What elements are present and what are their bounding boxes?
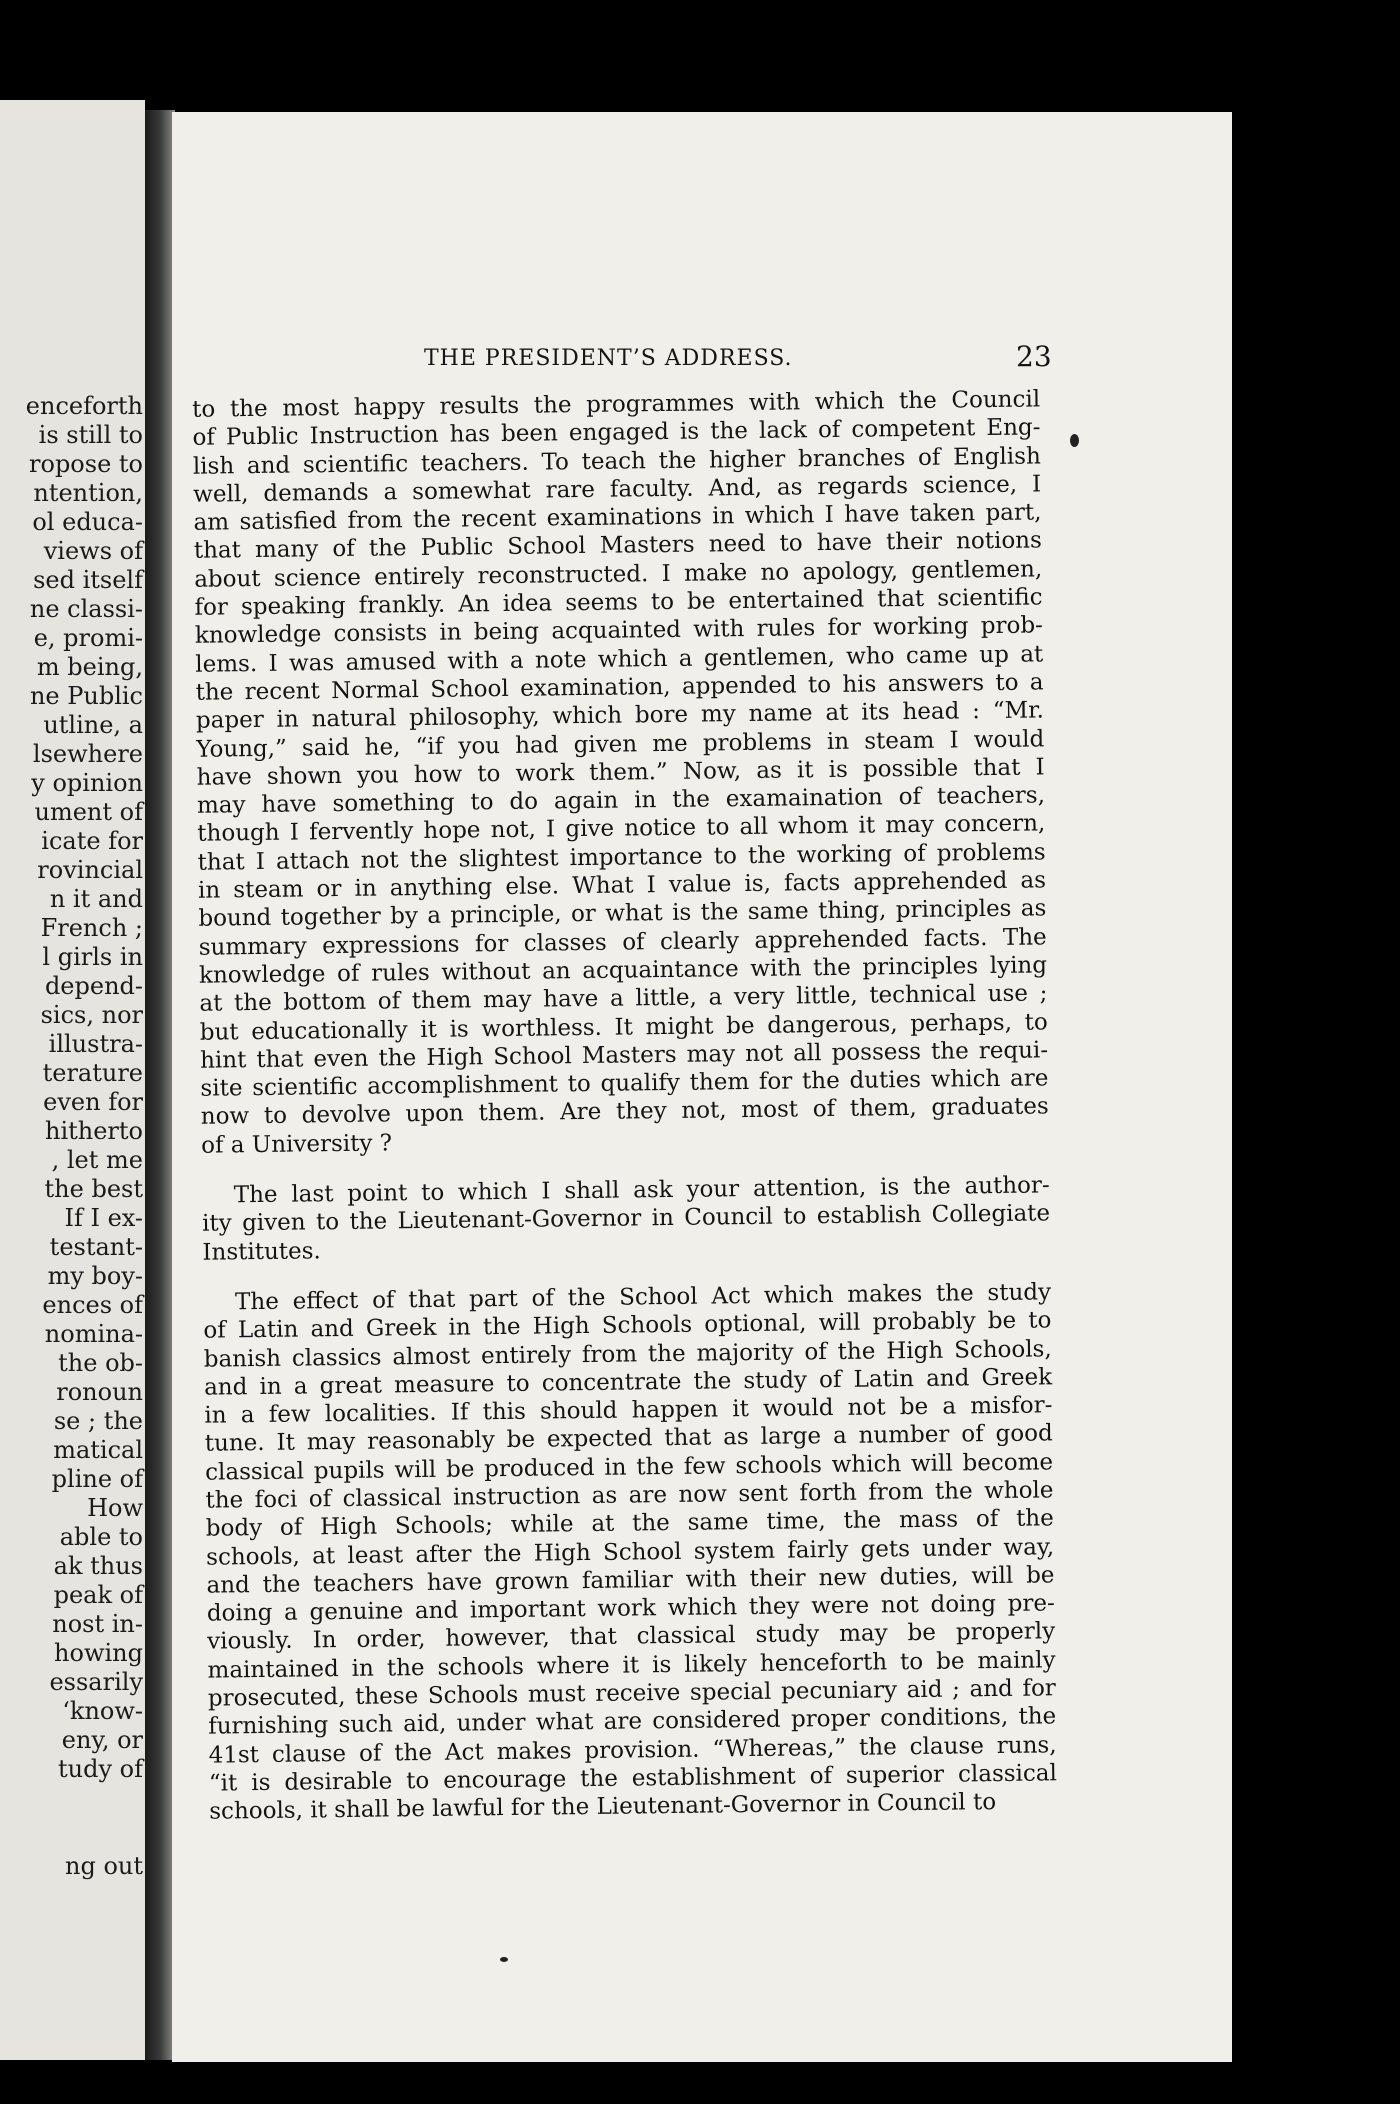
left-page-line: ak thus bbox=[53, 1552, 143, 1580]
text-line: have shown you how to work them.” Now, as it is possible that I bbox=[196, 754, 1045, 791]
text-line: am satisfied from the recent examinations in which I have taken part, bbox=[193, 499, 1042, 536]
left-page-line: ntention, bbox=[33, 479, 143, 507]
text-line: of Latin and Greek in the High Schools optional, will probably be to bbox=[203, 1307, 1052, 1344]
text-line: about science entirely reconstructed. I make no apology, gentlemen, bbox=[194, 556, 1043, 593]
left-page-line: even for bbox=[43, 1088, 143, 1116]
left-page-line: ol educa- bbox=[32, 508, 143, 536]
left-page-line: tudy of bbox=[58, 1755, 143, 1783]
left-page-line: nost in- bbox=[52, 1610, 143, 1638]
text-line: now to devolve upon them. Are they not, most of them, graduates bbox=[200, 1093, 1049, 1131]
book-gutter bbox=[145, 110, 175, 2060]
left-page-fragment bbox=[0, 100, 145, 2060]
left-page-line: howing bbox=[54, 1639, 143, 1667]
text-line: prosecuted, these Schools must receive special pecuniary aid ; and for bbox=[207, 1675, 1057, 1712]
text-line: hint that even the High School Masters may not all possess the requi- bbox=[199, 1037, 1049, 1074]
left-page-line: matical bbox=[53, 1436, 143, 1464]
text-line: body of High Schools; while at the same time, the mass of the bbox=[205, 1505, 1054, 1542]
left-page-line: e, promi- bbox=[33, 624, 143, 652]
left-page-line: the ob- bbox=[58, 1349, 143, 1377]
text-line: that many of the Public School Masters need to have their notions bbox=[193, 527, 1042, 565]
left-page-line: rovincial bbox=[37, 856, 143, 884]
left-page-line: pline of bbox=[51, 1465, 143, 1493]
left-page-line: the best bbox=[44, 1175, 143, 1203]
left-page-line: able to bbox=[59, 1523, 143, 1551]
left-page-line: se ; the bbox=[53, 1407, 143, 1435]
ink-blot bbox=[1070, 434, 1079, 447]
left-page-line: essarily bbox=[49, 1668, 143, 1696]
paragraph bbox=[172, 385, 1049, 1160]
left-page-line: , let me bbox=[51, 1146, 143, 1174]
left-page-line: n it and bbox=[49, 885, 143, 913]
left-page-line: ences of bbox=[42, 1291, 143, 1319]
left-page-line: eny, or bbox=[61, 1726, 143, 1754]
text-line: paper in natural philosophy, which bore my name at its head : “Mr. bbox=[195, 697, 1045, 734]
left-page-line: is still to bbox=[38, 421, 143, 449]
text-line: and the teachers have grown familiar with their new duties, will be bbox=[206, 1562, 1055, 1599]
page-header bbox=[172, 340, 1232, 384]
left-page-line: views of bbox=[43, 537, 143, 565]
text-line: but educationally it is worthless. It might be dangerous, perhaps, to bbox=[199, 1008, 1048, 1046]
left-page-line: ng out bbox=[65, 1852, 143, 1880]
left-page-line: ne classi- bbox=[29, 595, 143, 623]
text-line: in steam or in anything else. What I value is, facts apprehended as bbox=[197, 867, 1047, 904]
text-line: classical pupils will be produced in the few schools which will become bbox=[204, 1449, 1054, 1486]
text-line: may have something to do again in the examaination of teachers, bbox=[196, 782, 1046, 819]
text-line: doing a genuine and important work which they were not doing pre- bbox=[206, 1590, 1055, 1627]
text-line: summary expressions for classes of clearly apprehended facts. The bbox=[198, 923, 1047, 961]
left-page-line: peak of bbox=[53, 1581, 143, 1609]
left-page-line: ument of bbox=[34, 798, 143, 826]
left-page-line: enceforth bbox=[25, 392, 143, 420]
left-page-line: my boy- bbox=[47, 1262, 143, 1290]
left-page-line: testant- bbox=[49, 1233, 143, 1261]
left-page-line: ‘know- bbox=[62, 1697, 143, 1725]
text-line: viously. In order, however, that classical study may be properly bbox=[207, 1618, 1056, 1656]
text-line: for speaking frankly. An idea seems to be entertained that scientific bbox=[194, 584, 1043, 621]
text-line: 41st clause of the Act makes provision. “Whereas,” the clause runs, bbox=[208, 1731, 1057, 1769]
left-page-line: icate for bbox=[41, 827, 143, 855]
text-line: schools, it shall be lawful for the Lieutenant-Governor in Council to bbox=[209, 1789, 997, 1825]
left-page-line: How bbox=[87, 1494, 143, 1522]
left-page-text bbox=[3, 392, 143, 1881]
left-page-line: sed itself bbox=[33, 566, 143, 594]
text-line: The last point to which I shall ask your attention, is the author- bbox=[233, 1172, 1050, 1209]
text-line: of a University ? bbox=[200, 1130, 393, 1159]
left-page-line: hitherto bbox=[44, 1117, 143, 1145]
text-line: though I fervently hope not, I give notice to all whom it may concern, bbox=[197, 810, 1046, 848]
text-line: Institutes. bbox=[202, 1237, 321, 1266]
text-line: Young,” said he, “if you had given me problems in steam I would bbox=[196, 725, 1045, 763]
left-page-line: ronoun bbox=[56, 1378, 143, 1406]
left-page-line: utline, a bbox=[43, 711, 143, 739]
text-line: ity given to the Lieutenant-Governor in Council to establish Collegiate bbox=[201, 1200, 1051, 1238]
text-line: well, demands a somewhat rare faculty. And, as regards science, I bbox=[193, 471, 1042, 508]
text-line: schools, at least after the High School system fairly gets under way, bbox=[206, 1533, 1055, 1571]
text-line: to the most happy results the programmes with which the Council bbox=[192, 386, 1041, 423]
left-page-line: lsewhere bbox=[32, 740, 143, 768]
text-line: the recent Normal School examination, appended to his answers to a bbox=[195, 669, 1044, 706]
left-page-line: ropose to bbox=[29, 450, 143, 478]
text-line: that I attach not the slightest importance to the working of problems bbox=[197, 839, 1046, 876]
text-line: in a few localities. If this should happen it would not be a misfor- bbox=[204, 1392, 1053, 1429]
ink-speck bbox=[500, 1957, 508, 1962]
left-page-line: French ; bbox=[40, 914, 143, 942]
left-page-line: If I ex- bbox=[64, 1204, 143, 1232]
text-line: banish classics almost entirely from the majority of the High Schools, bbox=[203, 1335, 1052, 1373]
text-line: bound together by a principle, or what is the same thing, principles as bbox=[198, 895, 1047, 933]
text-line: site scientific accomplishment to qualify them for the duties which are bbox=[200, 1065, 1049, 1102]
left-page-line: sics, nor bbox=[40, 1001, 143, 1029]
left-page-line: illustra- bbox=[48, 1030, 143, 1058]
text-line: tune. It may reasonably be expected that as large a number of good bbox=[204, 1420, 1053, 1458]
text-line: lems. I was amused with a note which a gentlemen, who came up at bbox=[195, 641, 1044, 678]
text-line: at the bottom of them may have a little, a very little, technical use ; bbox=[199, 980, 1048, 1017]
body-text bbox=[172, 385, 1058, 1848]
left-page-line: terature bbox=[42, 1059, 143, 1087]
left-page-line: nomina- bbox=[44, 1320, 143, 1348]
text-line: The effect of that part of the School Act which makes the study bbox=[234, 1279, 1052, 1316]
left-page-line: l girls in bbox=[42, 943, 143, 971]
text-line: knowledge of rules without an acquaintance with the principles lying bbox=[198, 952, 1048, 989]
text-line: of Public Instruction has been engaged is the lack of competent Eng- bbox=[192, 414, 1041, 452]
paragraph bbox=[182, 1171, 1051, 1266]
text-line: furnishing such aid, under what are considered proper conditions, the bbox=[208, 1703, 1057, 1741]
page-number: 23 bbox=[1016, 340, 1052, 373]
text-line: the foci of classical instruction as are now sent forth from the whole bbox=[205, 1477, 1054, 1514]
left-page-line: y opinion bbox=[31, 769, 143, 797]
left-page-line: ne Public bbox=[29, 682, 143, 710]
running-head: THE PRESIDENT’S ADDRESS. bbox=[424, 346, 793, 371]
text-line: lish and scientific teachers. To teach the higher branches of English bbox=[192, 442, 1041, 480]
left-page-line: depend- bbox=[44, 972, 143, 1000]
left-page-line: m being, bbox=[36, 653, 143, 681]
text-line: and in a great measure to concentrate the study of Latin and Greek bbox=[203, 1364, 1053, 1401]
text-line: maintained in the schools where it is likely henceforth to be mainly bbox=[207, 1647, 1056, 1684]
text-line: knowledge consists in being acquainted with rules for working prob- bbox=[194, 612, 1044, 650]
paragraph bbox=[183, 1278, 1058, 1826]
text-line: “it is desirable to encourage the establishment of superior classical bbox=[208, 1760, 1058, 1797]
main-page bbox=[172, 112, 1232, 2062]
